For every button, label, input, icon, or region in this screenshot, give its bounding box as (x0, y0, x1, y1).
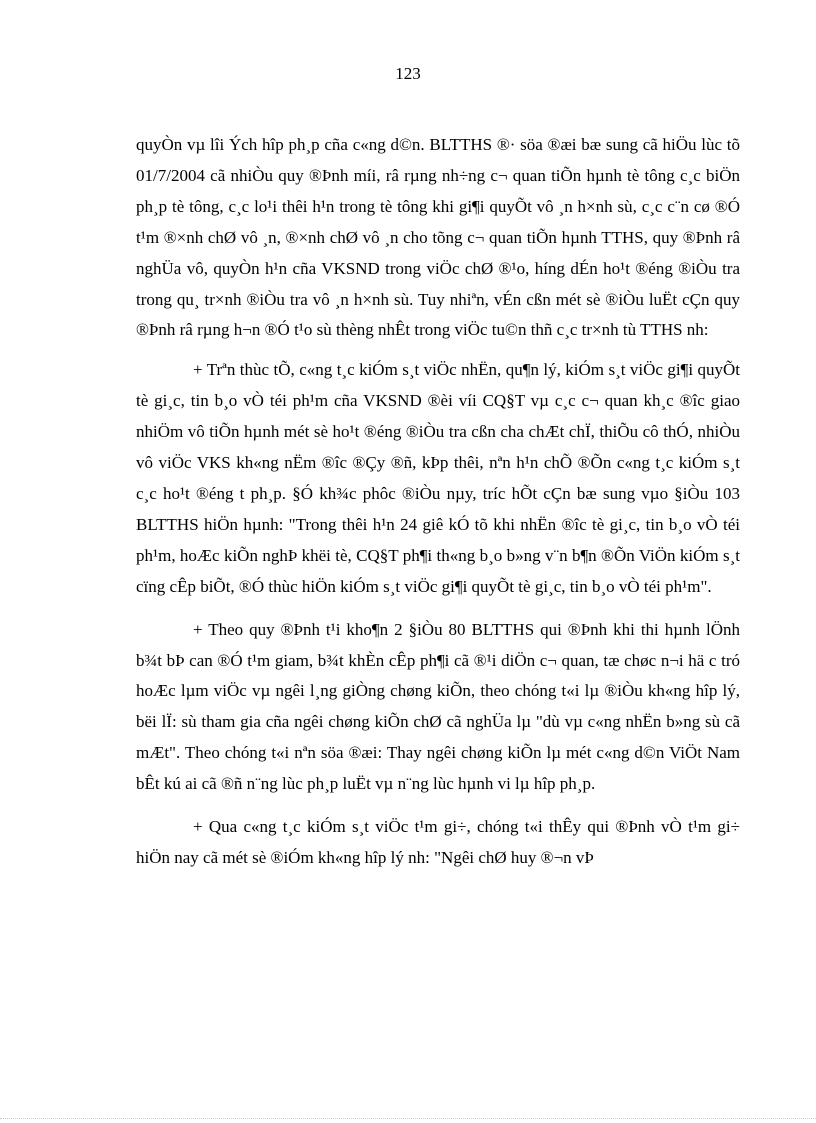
paragraph-continuation: quyÒn vµ lîi Ých hîp ph¸p cña c«ng d©n. BLTTHS ®· söa ®æi bæ sung cã hiÖu lùc tõ 01/7/2004 cã nhiÒu quy ®Þnh míi, râ rµng nh÷ng c¬ quan tiÕn hµnh tè tông c¸c biÖn ph¸p tè tông, c¸c lo¹i thêi h¹n trong tè tông khi gi¶i quyÕt vô ¸n h×nh sù, c¸c c¨n cø ®Ó t¹m ®×nh chØ vô ¸n, ®×nh chØ vô ¸n cho tõng c¬ quan tiÕn hµnh TTHS, quy ®Þnh râ nghÜa vô, quyÒn h¹n cña VKSND trong viÖc chØ ®¹o, híng dÉn ho¹t ®éng ®iÒu tra trong qu¸ tr×nh ®iÒu tra vô ¸n h×nh sù. Tuy nhiªn, vÉn cßn mét sè ®iÒu luËt cÇn quy ®Þnh râ rµng h¬n ®Ó t¹o sù thèng nhÊt trong viÖc tu©n thñ c¸c tr×nh tù TTHS nh: (136, 135, 740, 340)
page-bottom-divider (0, 1118, 816, 1119)
paragraph-recommendation-1: + Trªn thùc tÕ, c«ng t¸c kiÓm s¸t viÖc nhËn, qu¶n lý, kiÓm s¸t viÖc gi¶i quyÕt tè gi¸c, tin b¸o vÒ téi ph¹m cña VKSND ®èi víi CQ§T vµ c¸c c¬ quan kh¸c ®îc giao nhiÖm vô tiÕn hµnh mét sè ho¹t ®éng ®iÒu tra cßn cha chÆt chÏ, thiÕu cô thÓ, nhiÒu vô viÖc VKS kh«ng nËm ®îc ®Çy ®ñ, kÞp thêi, nªn h¹n chÕ ®Õn c«ng t¸c kiÓm s¸t c¸c ho¹t ®éng t ph¸p. §Ó kh¾c phôc ®iÒu nµy, tríc hÕt cÇn bæ sung vµo §iÒu 103 BLTTHS hiÖn hµnh: "Trong thêi h¹n 24 giê kÓ tõ khi nhËn ®îc tè gi¸c, tin b¸o vÒ téi ph¹m, hoÆc kiÕn nghÞ khëi tè, CQ§T ph¶i th«ng b¸o b»ng v¨n b¶n ®Õn ViÖn kiÓm s¸t cïng cÊp biÕt, ®Ó thùc hiÖn kiÓm s¸t viÖc gi¶i quyÕt tè gi¸c, tin b¸o vÒ téi ph¹m". (136, 360, 740, 596)
page-number: 123 (395, 64, 421, 83)
paragraph-recommendation-3: + Qua c«ng t¸c kiÓm s¸t viÖc t¹m gi÷, chóng t«i thÊy qui ®Þnh vÒ t¹m gi÷ hiÖn nay cã mét sè ®iÓm kh«ng hîp lý nh: "Ngêi chØ huy ®¬n vÞ (136, 817, 740, 867)
body-text (136, 130, 740, 874)
paragraph-recommendation-2: + Theo quy ®Þnh t¹i kho¶n 2 §iÒu 80 BLTTHS qui ®Þnh khi thi hµnh lÖnh b¾t bÞ can ®Ó t¹m giam, b¾t khÈn cÊp ph¶i cã ®¹i diÖn c¬ quan, tæ chøc n¬i hä c tró hoÆc lµm viÖc vµ ngêi l¸ng giÒng chøng kiÕn, theo chóng t«i lµ ®iÒu kh«ng hîp lý, bëi lÏ: sù tham gia cña ngêi chøng kiÕn chØ cã nghÜa lµ "dù vµ c«ng nhËn b»ng sù cã mÆt". Theo chóng t«i nªn söa ®æi: Thay ngêi chøng kiÕn lµ mét c«ng d©n ViÖt Nam bÊt kú ai cã ®ñ n¨ng lùc ph¸p luËt vµ n¨ng lùc hµnh vi lµ hîp ph¸p. (136, 619, 740, 794)
